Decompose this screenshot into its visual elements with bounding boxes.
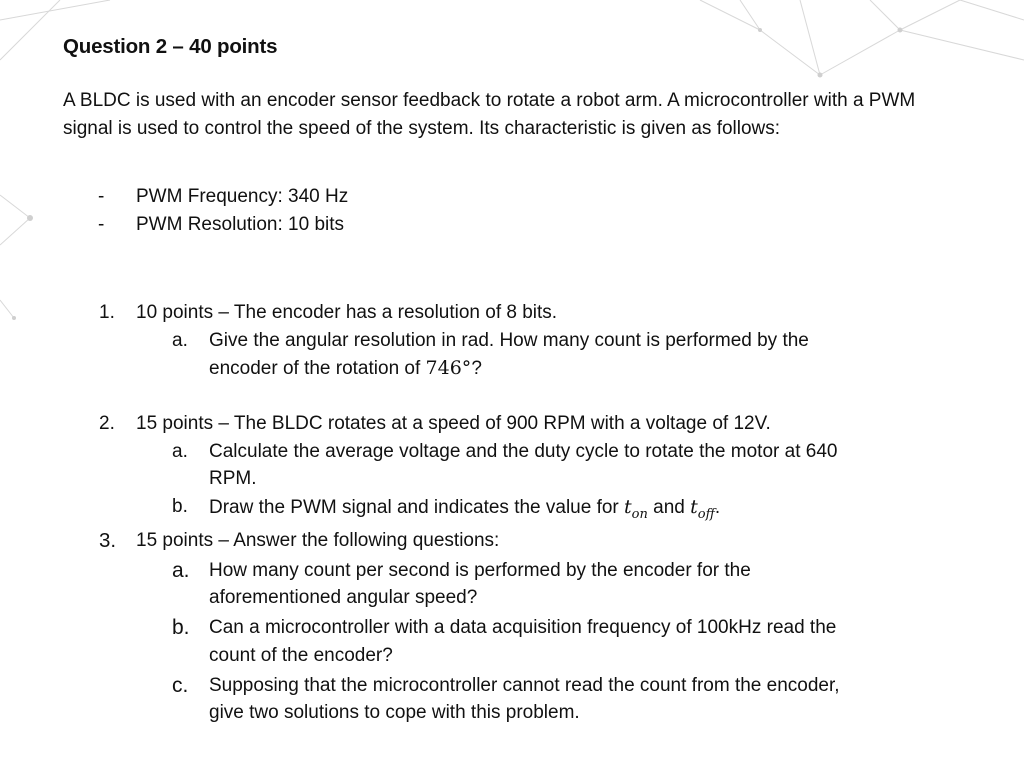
q1a-line2 (209, 357, 482, 380)
q3b-line1: Can a microcontroller with a data acquisition frequency of 100kHz read the (209, 617, 837, 638)
spec-bullet: - (98, 186, 105, 207)
q1a-line1: Give the angular resolution in rad. How many count is performed by the (209, 330, 809, 351)
question-title: Question 2 – 40 points (63, 35, 278, 58)
q2-text: 15 points – The BLDC rotates at a speed of 900 RPM with a voltage of 12V. (136, 413, 771, 434)
q2b-text: Draw the PWM signal and indicates the value for (209, 497, 625, 518)
t-on-symbol (624, 496, 648, 522)
q2b-letter: b. (172, 496, 188, 517)
q2a-letter: a. (172, 441, 188, 462)
intro-paragraph: A BLDC is used with an encoder sensor feedback to rotate a robot arm. A microcontroller with a PWM signal is used to control the speed of the system. Its characteristic is given as follows: (63, 90, 916, 139)
q1-text: 10 points – The encoder has a resolution of 8 bits. (136, 302, 558, 323)
q2b-period: . (714, 497, 721, 518)
t-on-base: t (624, 496, 632, 518)
q2a-line2: RPM. (209, 468, 257, 489)
q3a-line1: How many count per second is performed by the encoder for the (209, 560, 751, 581)
q3b-line2: count of the encoder? (209, 645, 393, 666)
t-off-symbol (690, 496, 715, 522)
q1a-angle: 746° (425, 357, 472, 379)
t-off-base: t (690, 496, 698, 518)
q3-text: 15 points – Answer the following questions: (136, 530, 500, 551)
t-off-subscript: off (697, 506, 715, 522)
q2b-and: and (647, 497, 691, 518)
q3c-line1: Supposing that the microcontroller cannot read the count from the encoder, (209, 675, 840, 696)
q1a-line2-suffix: ? (471, 358, 482, 379)
q2b-line (209, 496, 720, 522)
q3c-letter: c. (172, 674, 189, 697)
spec-pwm-frequency: PWM Frequency: 340 Hz (136, 186, 349, 207)
spec-pwm-resolution: PWM Resolution: 10 bits (136, 214, 345, 235)
q1a-letter: a. (172, 330, 188, 351)
q2a-line1: Calculate the average voltage and the duty cycle to rotate the motor at 640 (209, 441, 838, 462)
spec-bullet: - (98, 214, 105, 235)
t-on-subscript: on (631, 506, 648, 522)
q2-number: 2. (99, 413, 115, 434)
q3-number: 3. (99, 529, 117, 552)
q3c-line2: give two solutions to cope with this problem. (209, 702, 580, 723)
q3b-letter: b. (172, 616, 190, 639)
q3a-letter: a. (172, 559, 190, 582)
q3a-line2: aforementioned angular speed? (209, 587, 478, 608)
q1a-line2-text: encoder of the rotation of (209, 358, 426, 379)
q1-number: 1. (99, 302, 115, 323)
